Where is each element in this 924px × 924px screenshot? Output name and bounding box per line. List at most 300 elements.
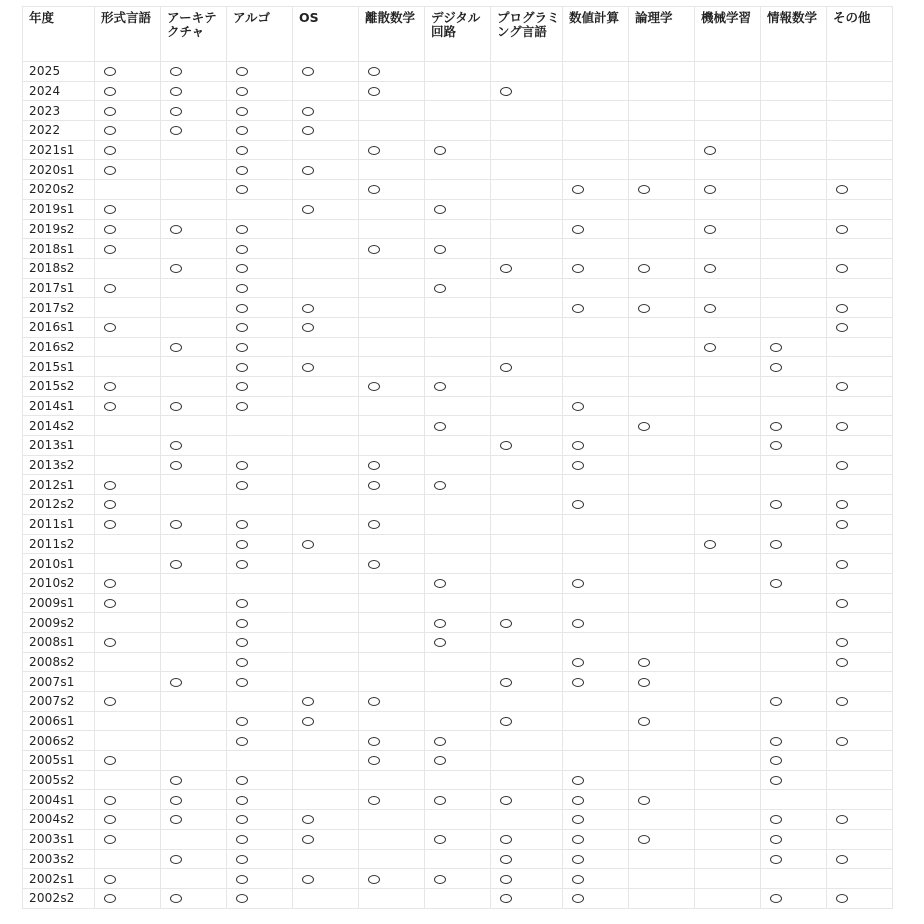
topic-cell	[563, 770, 629, 790]
topic-cell	[827, 770, 893, 790]
topic-cell	[293, 672, 359, 692]
topic-cell	[563, 692, 629, 712]
topic-cell	[761, 770, 827, 790]
topic-cell	[293, 554, 359, 574]
topic-cell	[695, 632, 761, 652]
circle-mark-icon	[500, 441, 512, 450]
circle-mark-icon	[572, 264, 584, 273]
topic-cell	[695, 121, 761, 141]
circle-mark-icon	[500, 796, 512, 805]
circle-mark-icon	[170, 343, 182, 352]
topic-cell	[227, 317, 293, 337]
circle-mark-icon	[236, 481, 248, 490]
circle-mark-icon	[500, 717, 512, 726]
topic-cell	[491, 180, 563, 200]
topic-cell	[629, 258, 695, 278]
topic-cell	[359, 298, 425, 318]
topic-cell	[761, 101, 827, 121]
topic-cell	[563, 475, 629, 495]
topic-cell	[695, 888, 761, 908]
circle-mark-icon	[770, 697, 782, 706]
circle-mark-icon	[170, 87, 182, 96]
circle-mark-icon	[302, 323, 314, 332]
circle-mark-icon	[572, 500, 584, 509]
circle-mark-icon	[104, 500, 116, 509]
circle-mark-icon	[104, 520, 116, 529]
topic-cell	[827, 810, 893, 830]
circle-mark-icon	[434, 481, 446, 490]
topic-cell	[695, 573, 761, 593]
year-cell: 2024	[23, 81, 95, 101]
circle-mark-icon	[704, 304, 716, 313]
topic-cell	[491, 81, 563, 101]
topic-cell	[761, 632, 827, 652]
circle-mark-icon	[170, 815, 182, 824]
circle-mark-icon	[500, 835, 512, 844]
topic-cell	[629, 199, 695, 219]
topic-cell	[629, 711, 695, 731]
circle-mark-icon	[572, 304, 584, 313]
circle-mark-icon	[572, 619, 584, 628]
topic-cell	[695, 298, 761, 318]
circle-mark-icon	[572, 678, 584, 687]
circle-mark-icon	[500, 894, 512, 903]
circle-mark-icon	[434, 382, 446, 391]
topic-cell	[227, 829, 293, 849]
year-cell: 2013s2	[23, 455, 95, 475]
topic-cell	[95, 849, 161, 869]
circle-mark-icon	[236, 284, 248, 293]
topic-cell	[491, 790, 563, 810]
topic-cell	[629, 613, 695, 633]
topic-cell	[827, 140, 893, 160]
circle-mark-icon	[302, 875, 314, 884]
circle-mark-icon	[704, 185, 716, 194]
topic-cell	[95, 888, 161, 908]
topic-cell	[161, 613, 227, 633]
topic-cell	[491, 810, 563, 830]
topic-cell	[695, 278, 761, 298]
topic-cell	[827, 160, 893, 180]
topic-cell	[827, 219, 893, 239]
topic-cell	[161, 436, 227, 456]
topic-cell	[629, 888, 695, 908]
topic-cell	[227, 81, 293, 101]
header-programming-languages: プログラミング言語	[491, 7, 563, 62]
topic-cell	[293, 416, 359, 436]
topic-cell	[827, 790, 893, 810]
table-row	[23, 554, 893, 574]
topic-cell	[359, 711, 425, 731]
topic-cell	[95, 495, 161, 515]
topic-cell	[491, 317, 563, 337]
topic-cell	[95, 672, 161, 692]
topic-cell	[161, 692, 227, 712]
circle-mark-icon	[236, 520, 248, 529]
topic-cell	[425, 534, 491, 554]
topic-cell	[827, 652, 893, 672]
circle-mark-icon	[236, 87, 248, 96]
topic-cell	[293, 101, 359, 121]
table-row	[23, 495, 893, 515]
circle-mark-icon	[434, 422, 446, 431]
topic-cell	[563, 751, 629, 771]
circle-mark-icon	[104, 599, 116, 608]
circle-mark-icon	[638, 796, 650, 805]
exam-topic-table-container	[22, 6, 893, 909]
topic-cell	[161, 731, 227, 751]
topic-cell	[95, 455, 161, 475]
circle-mark-icon	[500, 678, 512, 687]
topic-cell	[629, 810, 695, 830]
circle-mark-icon	[770, 855, 782, 864]
circle-mark-icon	[500, 264, 512, 273]
topic-cell	[425, 416, 491, 436]
topic-cell	[293, 829, 359, 849]
topic-cell	[95, 751, 161, 771]
topic-cell	[491, 751, 563, 771]
topic-cell	[827, 62, 893, 82]
circle-mark-icon	[236, 107, 248, 116]
topic-cell	[827, 692, 893, 712]
topic-cell	[359, 121, 425, 141]
circle-mark-icon	[836, 500, 848, 509]
circle-mark-icon	[302, 67, 314, 76]
year-cell: 2004s1	[23, 790, 95, 810]
circle-mark-icon	[836, 697, 848, 706]
topic-cell	[629, 869, 695, 889]
topic-cell	[95, 554, 161, 574]
topic-cell	[491, 613, 563, 633]
topic-cell	[293, 888, 359, 908]
circle-mark-icon	[434, 579, 446, 588]
circle-mark-icon	[302, 697, 314, 706]
circle-mark-icon	[104, 875, 116, 884]
topic-cell	[827, 888, 893, 908]
topic-cell	[629, 790, 695, 810]
topic-cell	[761, 81, 827, 101]
topic-cell	[761, 140, 827, 160]
topic-cell	[293, 573, 359, 593]
topic-cell	[491, 475, 563, 495]
year-cell: 2019s2	[23, 219, 95, 239]
topic-cell	[95, 416, 161, 436]
table-row	[23, 121, 893, 141]
topic-cell	[293, 613, 359, 633]
circle-mark-icon	[368, 697, 380, 706]
topic-cell	[491, 573, 563, 593]
topic-cell	[425, 613, 491, 633]
year-cell: 2015s1	[23, 357, 95, 377]
topic-cell	[563, 632, 629, 652]
topic-cell	[695, 770, 761, 790]
topic-cell	[761, 62, 827, 82]
topic-cell	[695, 829, 761, 849]
topic-cell	[761, 692, 827, 712]
topic-cell	[425, 829, 491, 849]
topic-cell	[761, 436, 827, 456]
circle-mark-icon	[368, 875, 380, 884]
year-cell: 2009s2	[23, 613, 95, 633]
circle-mark-icon	[104, 166, 116, 175]
topic-cell	[827, 573, 893, 593]
circle-mark-icon	[302, 304, 314, 313]
topic-cell	[425, 888, 491, 908]
topic-cell	[425, 475, 491, 495]
topic-cell	[563, 219, 629, 239]
topic-cell	[161, 573, 227, 593]
circle-mark-icon	[434, 205, 446, 214]
circle-mark-icon	[236, 245, 248, 254]
topic-cell	[293, 81, 359, 101]
topic-cell	[563, 81, 629, 101]
circle-mark-icon	[368, 481, 380, 490]
table-row	[23, 239, 893, 259]
year-cell: 2023	[23, 101, 95, 121]
topic-cell	[425, 357, 491, 377]
topic-cell	[359, 199, 425, 219]
circle-mark-icon	[434, 756, 446, 765]
topic-cell	[359, 573, 425, 593]
topic-cell	[629, 396, 695, 416]
topic-cell	[425, 121, 491, 141]
topic-cell	[227, 534, 293, 554]
topic-cell	[629, 849, 695, 869]
topic-cell	[827, 475, 893, 495]
topic-cell	[95, 711, 161, 731]
topic-cell	[161, 357, 227, 377]
topic-cell	[491, 711, 563, 731]
topic-cell	[629, 554, 695, 574]
topic-cell	[95, 121, 161, 141]
circle-mark-icon	[500, 855, 512, 864]
topic-cell	[359, 219, 425, 239]
topic-cell	[227, 888, 293, 908]
topic-cell	[227, 849, 293, 869]
topic-cell	[95, 514, 161, 534]
circle-mark-icon	[572, 225, 584, 234]
topic-cell	[95, 436, 161, 456]
topic-cell	[293, 632, 359, 652]
circle-mark-icon	[572, 835, 584, 844]
table-row	[23, 692, 893, 712]
topic-cell	[563, 377, 629, 397]
topic-cell	[491, 534, 563, 554]
topic-cell	[695, 613, 761, 633]
topic-cell	[359, 810, 425, 830]
table-row	[23, 888, 893, 908]
topic-cell	[161, 514, 227, 534]
topic-cell	[695, 711, 761, 731]
table-body	[23, 62, 893, 909]
topic-cell	[359, 140, 425, 160]
circle-mark-icon	[302, 540, 314, 549]
topic-cell	[827, 436, 893, 456]
header-algorithms: アルゴ	[227, 7, 293, 62]
year-cell: 2010s1	[23, 554, 95, 574]
circle-mark-icon	[236, 599, 248, 608]
circle-mark-icon	[368, 560, 380, 569]
topic-cell	[761, 810, 827, 830]
topic-cell	[95, 317, 161, 337]
topic-cell	[95, 652, 161, 672]
topic-cell	[629, 62, 695, 82]
topic-cell	[761, 121, 827, 141]
circle-mark-icon	[104, 225, 116, 234]
year-cell: 2011s2	[23, 534, 95, 554]
year-cell: 2016s1	[23, 317, 95, 337]
topic-cell	[425, 160, 491, 180]
topic-cell	[425, 554, 491, 574]
topic-cell	[491, 692, 563, 712]
topic-cell	[95, 357, 161, 377]
topic-cell	[293, 790, 359, 810]
topic-cell	[359, 829, 425, 849]
topic-cell	[761, 357, 827, 377]
year-cell: 2002s1	[23, 869, 95, 889]
topic-cell	[491, 829, 563, 849]
topic-cell	[161, 337, 227, 357]
circle-mark-icon	[236, 382, 248, 391]
circle-mark-icon	[434, 619, 446, 628]
topic-cell	[95, 475, 161, 495]
topic-cell	[695, 258, 761, 278]
topic-cell	[695, 790, 761, 810]
circle-mark-icon	[236, 225, 248, 234]
circle-mark-icon	[104, 323, 116, 332]
topic-cell	[629, 692, 695, 712]
topic-cell	[827, 869, 893, 889]
topic-cell	[95, 140, 161, 160]
topic-cell	[563, 888, 629, 908]
topic-cell	[827, 258, 893, 278]
circle-mark-icon	[302, 166, 314, 175]
topic-cell	[425, 593, 491, 613]
circle-mark-icon	[302, 107, 314, 116]
topic-cell	[827, 554, 893, 574]
topic-cell	[827, 377, 893, 397]
topic-cell	[161, 475, 227, 495]
year-cell: 2018s1	[23, 239, 95, 259]
topic-cell	[695, 160, 761, 180]
circle-mark-icon	[770, 756, 782, 765]
topic-cell	[161, 711, 227, 731]
circle-mark-icon	[236, 461, 248, 470]
topic-cell	[95, 869, 161, 889]
year-cell: 2005s2	[23, 770, 95, 790]
topic-cell	[491, 416, 563, 436]
topic-cell	[359, 770, 425, 790]
header-formal-languages: 形式言語	[95, 7, 161, 62]
topic-cell	[827, 180, 893, 200]
topic-cell	[161, 829, 227, 849]
topic-cell	[293, 869, 359, 889]
topic-cell	[695, 101, 761, 121]
topic-cell	[95, 731, 161, 751]
topic-cell	[761, 199, 827, 219]
table-row	[23, 593, 893, 613]
circle-mark-icon	[236, 402, 248, 411]
circle-mark-icon	[236, 815, 248, 824]
circle-mark-icon	[170, 402, 182, 411]
topic-cell	[563, 593, 629, 613]
circle-mark-icon	[572, 796, 584, 805]
topic-cell	[563, 613, 629, 633]
table-row	[23, 416, 893, 436]
topic-cell	[227, 377, 293, 397]
topic-cell	[95, 593, 161, 613]
circle-mark-icon	[500, 619, 512, 628]
topic-cell	[425, 810, 491, 830]
circle-mark-icon	[170, 855, 182, 864]
topic-cell	[629, 475, 695, 495]
circle-mark-icon	[236, 304, 248, 313]
topic-cell	[227, 357, 293, 377]
circle-mark-icon	[368, 87, 380, 96]
topic-cell	[629, 495, 695, 515]
topic-cell	[695, 534, 761, 554]
circle-mark-icon	[170, 461, 182, 470]
topic-cell	[95, 81, 161, 101]
topic-cell	[563, 199, 629, 219]
topic-cell	[293, 514, 359, 534]
topic-cell	[293, 278, 359, 298]
topic-cell	[827, 731, 893, 751]
topic-cell	[563, 436, 629, 456]
topic-cell	[227, 573, 293, 593]
topic-cell	[161, 396, 227, 416]
topic-cell	[227, 455, 293, 475]
circle-mark-icon	[236, 185, 248, 194]
topic-cell	[227, 199, 293, 219]
topic-cell	[161, 652, 227, 672]
circle-mark-icon	[104, 638, 116, 647]
table-row	[23, 317, 893, 337]
topic-cell	[227, 593, 293, 613]
topic-cell	[761, 219, 827, 239]
topic-cell	[563, 180, 629, 200]
topic-cell	[695, 317, 761, 337]
circle-mark-icon	[368, 146, 380, 155]
topic-cell	[227, 495, 293, 515]
topic-cell	[227, 810, 293, 830]
circle-mark-icon	[836, 737, 848, 746]
topic-cell	[161, 140, 227, 160]
topic-cell	[425, 495, 491, 515]
table-row	[23, 357, 893, 377]
table-row	[23, 613, 893, 633]
topic-cell	[161, 790, 227, 810]
topic-cell	[629, 731, 695, 751]
topic-cell	[161, 869, 227, 889]
topic-cell	[425, 298, 491, 318]
topic-cell	[227, 416, 293, 436]
circle-mark-icon	[770, 540, 782, 549]
topic-cell	[491, 869, 563, 889]
topic-cell	[425, 849, 491, 869]
topic-cell	[359, 436, 425, 456]
topic-cell	[563, 416, 629, 436]
circle-mark-icon	[500, 363, 512, 372]
topic-cell	[827, 298, 893, 318]
topic-cell	[629, 514, 695, 534]
topic-cell	[161, 62, 227, 82]
circle-mark-icon	[638, 422, 650, 431]
circle-mark-icon	[104, 796, 116, 805]
topic-cell	[293, 140, 359, 160]
topic-cell	[695, 593, 761, 613]
topic-cell	[761, 652, 827, 672]
